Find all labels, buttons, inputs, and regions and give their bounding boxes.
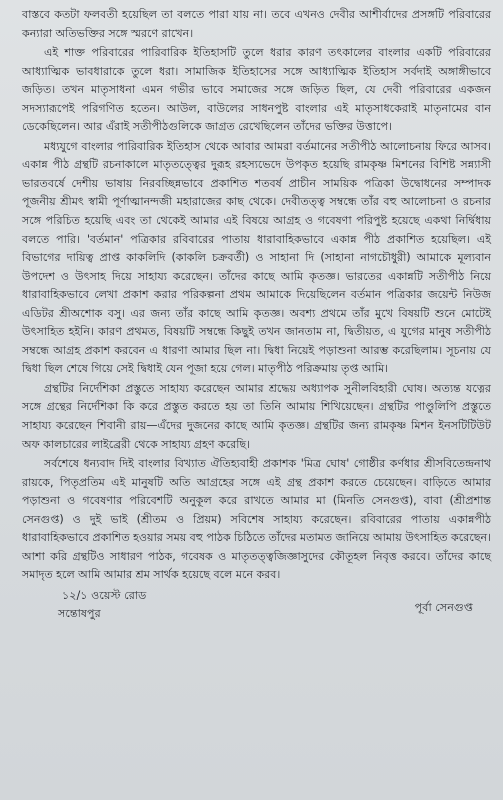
paragraph-4: গ্রন্থটির নির্দেশিকা প্রস্তুতে সাহায্য করেছেন আমার শ্রদ্ধেয় অধ্যাপক সুনীলবিহারী ঘোষ। অত্যন্ত যত্নের সঙ্গে গ্রন্থের নির্দেশিকা কি করে প্রস্তুত করতে হয় তা তিনি আমায় শিখিয়েছেন। গ্রন্থটির পাণ্ডুলিপি প্রস্তুতে সাহায্য করেছেন শিবানী রায়—এঁদের দুজনের কাছে আমি কৃতজ্ঞ। গ্রন্থটির জন্য রামকৃষ্ণ মিশন ইনসটিটিউট অফ কালচারের লাইব্রেরী থেকে সাহায্য গ্রহণ করেছি। <box>22 381 491 451</box>
signoff <box>22 587 491 627</box>
author-name: পূর্বা সেনগুপ্ত <box>414 600 473 614</box>
address-line-1: ১২/১ ওয়েস্ট রোড <box>62 588 147 602</box>
paragraph-3: মধ্যযুগে বাংলার পারিবারিক ইতিহাস থেকে আবার আমরা বর্তমানের সতীপীঠ আলোচনায় ফিরে আসব। একান্ন পীঠ গ্রন্থটি রচনাকালে মাতৃতত্ত্বের দুরূহ রহস্যভেদে উপকৃত হয়েছি রামকৃষ্ণ মিশনের বিশিষ্ট সন্ন্যাসী ভারতবর্ষে দেশীয় ভাষায় নিরবচ্ছিন্নভাবে প্রকাশিত শতবর্ষ প্রাচীন সাময়িক পত্রিকা উদ্বোধনের সম্পাদক পূজনীয় শ্রীমৎ স্বামী পূর্ণাত্মানন্দজী মহারাজের কাছ থেকে। দেবীতত্ত্ব সম্বন্ধে তাঁর বহু আলোচনা ও রচনার সঙ্গে পরিচিত হয়েছি এবং তা থেকেই আমার এই বিষয়ে আগ্রহ ও গবেষণা পরিপুষ্ট হয়েছে একথা নির্দ্বিধায় বলতে পারি। 'বর্তমান' পত্রিকার রবিবারের পাতায় ধারাবাহিকভাবে একান্ন পীঠ প্রকাশিত হয়েছিল। এই বিভাগের দায়িত্ব প্রাপ্ত কাকলিদি (কাকলি চক্রবর্তী) ও সাহানা দি (সাহানা নাগচৌধুরী) আমাকে মূল্যবান উপদেশ ও উৎসাহ দিয়ে সাহায্য করেছেন। তাঁদের কাছে আমি কৃতজ্ঞ। ভারতের একান্নটি সতীপীঠ নিয়ে ধারাবাহিকভাবে লেখা প্রকাশ করার পরিকল্পনা প্রথম আমাকে দিয়েছিলেন বর্তমান পত্রিকার জয়েন্ট নিউজ এডিটর শ্রীঅশোক বসু। এর জন্য তাঁর কাছে আমি কৃতজ্ঞ। অবশ্য প্রথমে তাঁর মুখে বিষয়টি শুনে মোটেই উৎসাহিত হইনি। কারণ প্রথমত, বিষয়টি সম্বন্ধে কিছুই তখন জানতাম না, দ্বিতীয়ত, এ যুগের মানুষ সতীপীঠ সম্বন্ধে আগ্রহ প্রকাশ করবেন এ ধারণা আমার ছিল না। দ্বিধা নিয়েই পড়াশুনা আরম্ভ করেছিলাম। সূচনায় যে দ্বিধা ছিল শেষে গিয়ে সেই দ্বিধাই যেন পূজা হয়ে গেল। মাতৃপীঠ পরিক্রমায় তৃপ্ত আমি। <box>22 139 491 376</box>
paragraph-2: এই শাক্ত পরিবারের পারিবারিক ইতিহাসটি তুলে ধরার কারণ তৎকালের বাংলার একটি পরিবারের আধ্যাত্মিক ভাবধারাকে তুলে ধরা। সামাজিক ইতিহাসের সঙ্গে আধ্যাত্মিক ইতিহাস সর্বদাই অঙ্গাঙ্গীভাবে জড়িত। তখন মাতৃসাধনা এমন গভীর ভাবে সমাজের সঙ্গে জড়িত ছিল, যে দেবী পরিবারের একজন সদস্যারূপেই পরিগণিত হতেন। আউল, বাউলের সাধনপুষ্ট বাংলার এই মাতৃসাধকেরাই মাতৃনামের বান ডেকেছিলেন। আর এঁরাই সতীপীঠগুলিকে জাগ্রত রেখেছিলেন তাঁদের ভক্তির উত্তাপে। <box>22 46 491 134</box>
paragraph-1: বাস্তবে কতটা ফলবতী হয়েছিল তা বলতে পারা যায় না। তবে এখনও দেবীর আশীর্বাদের প্রসঙ্গটি পরিবারের কন্যারা অতিভক্তির সঙ্গে স্মরণে রাখেন। <box>22 8 491 40</box>
paragraph-5: সর্বশেষে ধন্যবাদ দিই বাংলার বিখ্যাত ঐতিহ্যবাহী প্রকাশক 'মিত্র ঘোষ' গোষ্ঠীর কর্ণধার শ্রীসবিতেন্দ্রনাথ রায়কে, পিতৃপ্রতিম এই মানুষটি অতি আগ্রহের সঙ্গে এই গ্রন্থ প্রকাশ করতে চেয়েছেন। বাড়িতে আমার পড়াশুনা ও গবেষণার পরিবেশটি অনুকূল করে রাখতে আমার মা (মিনতি সেনগুপ্ত), বাবা (শ্রীপ্রশান্ত সেনগুপ্ত) ও দুই ভাই (শ্রীতম ও প্রিয়ম) সবিশেষ সাহায্য করেছেন। রবিবারের পাতায় একান্নপীঠ ধারাবাহিকভাবে প্রকাশিত হওয়ার সময় বহু পাঠক চিঠিতে তাঁদের মতামত জানিয়ে আমায় উৎসাহিত করেছেন। আশা করি গ্রন্থটিও সাধারণ পাঠক, গবেষক ও মাতৃতত্ত্বজিজ্ঞাসুদের কৌতূহল নিবৃত্ত করবে। তাঁদের কাছে সমাদৃত হলে আমি আমার শ্রম সার্থক হয়েছে বলে মনে করব। <box>22 457 491 582</box>
address-line-2: সন্তোষপুর <box>58 606 101 620</box>
